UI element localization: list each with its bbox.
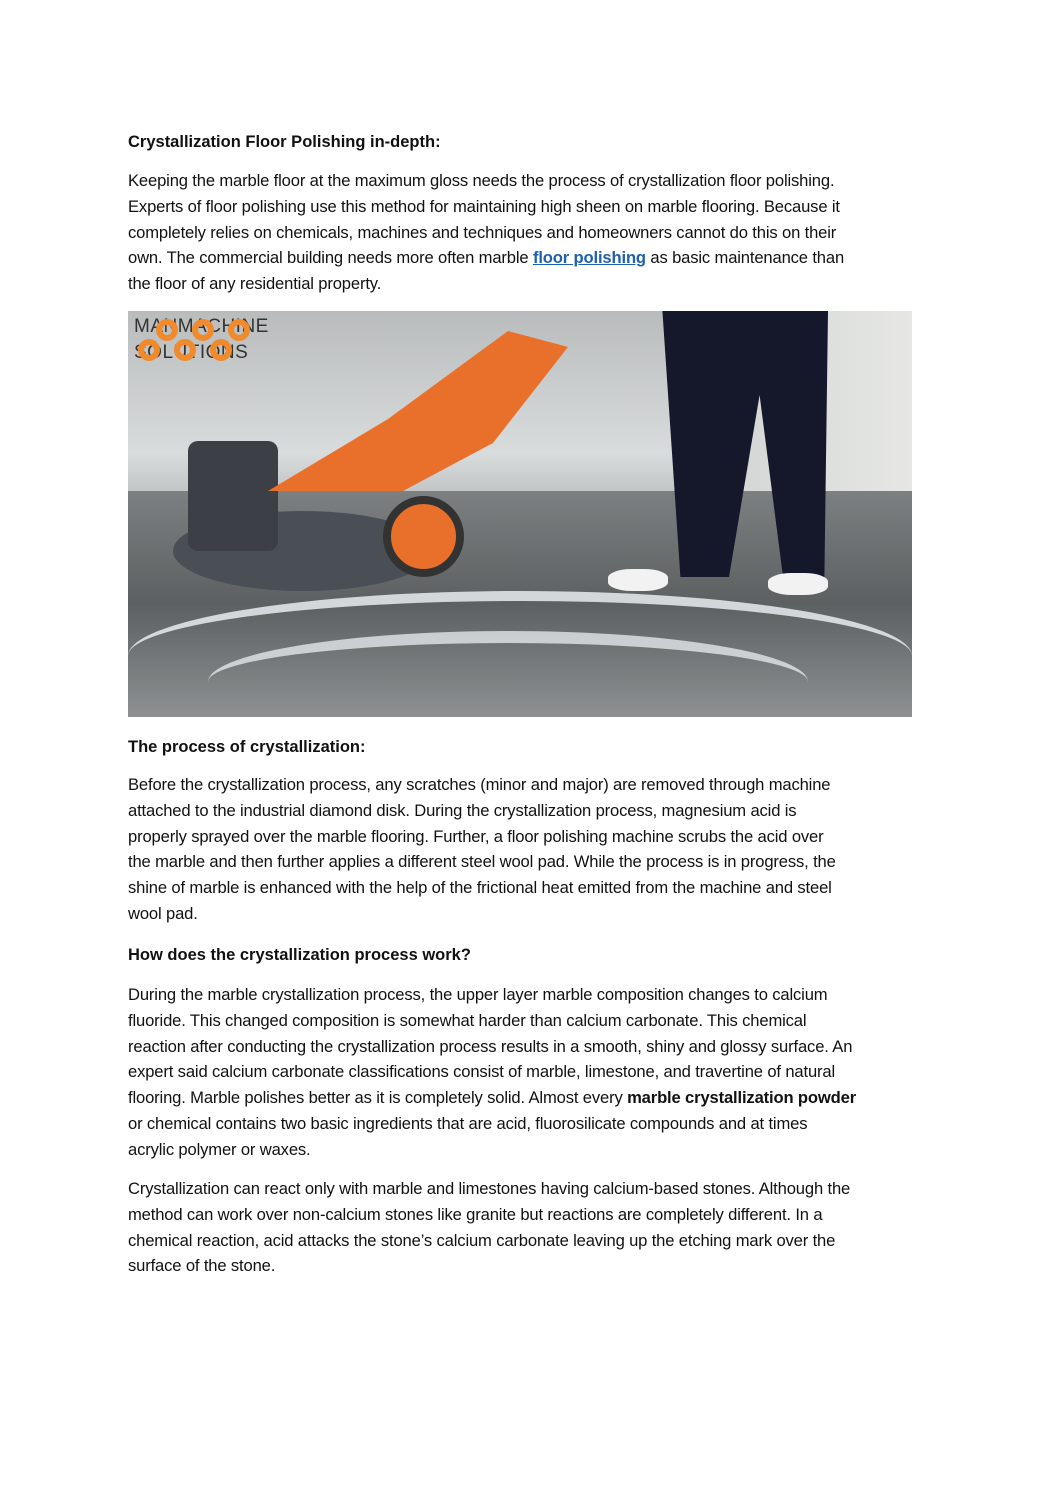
text-line <box>128 798 928 824</box>
bold-keyword: marble crystallization powder <box>627 1088 857 1108</box>
line-text: or chemical contains two basic ingredients that are acid, fluorosilicate compounds and at times <box>128 1113 808 1133</box>
paragraph-intro <box>128 168 928 297</box>
heading-process: The process of crystallization: <box>128 738 366 756</box>
line-text: chemical reaction, acid attacks the stone’s calcium carbonate leaving up the etching mark over the <box>128 1230 836 1250</box>
text-line <box>128 849 928 875</box>
text-line <box>128 168 928 194</box>
text-line <box>128 220 928 246</box>
line-text: Experts of floor polishing use this method for maintaining high sheen on marble flooring. Because it <box>128 196 840 216</box>
line-text: own. The commercial building needs more often marble <box>128 248 533 268</box>
logo-line2: SOLUTIONS <box>134 342 249 363</box>
text-line <box>128 982 928 1008</box>
line-text: the floor of any residential property. <box>128 274 382 294</box>
text-line <box>128 1253 928 1279</box>
text-line <box>128 1176 928 1202</box>
text-line <box>128 824 928 850</box>
text-line <box>128 1228 928 1254</box>
line-text: During the marble crystallization process, the upper layer marble composition changes to calcium <box>128 985 828 1004</box>
text-line <box>128 1034 928 1060</box>
line-text: fluoride. This changed composition is somewhat harder than calcium carbonate. This chemical <box>128 1010 807 1030</box>
text-line <box>128 1008 928 1034</box>
paragraph-calcium-stones <box>128 1176 928 1279</box>
floor-polishing-photo <box>128 311 912 717</box>
text-line <box>128 901 928 927</box>
logo-line1: MANMACHINE <box>134 316 269 337</box>
line-text: Crystallization can react only with marble and limestones having calcium-based stones. Although the <box>128 1179 851 1198</box>
line-text: shine of marble is enhanced with the help of the frictional heat emitted from the machine and steel <box>128 878 832 898</box>
text-line <box>128 1111 928 1137</box>
line-text: Keeping the marble floor at the maximum gloss needs the process of crystallization floor polishing. <box>128 171 835 190</box>
line-text: attached to the industrial diamond disk. During the crystallization process, magnesium acid is <box>128 800 797 820</box>
machine-body <box>268 331 568 491</box>
line-text: surface of the stone. <box>128 1256 276 1276</box>
line-text: completely relies on chemicals, machines and techniques and homeowners cannot do this on their <box>128 222 837 242</box>
line-text: acrylic polymer or waxes. <box>128 1139 311 1159</box>
company-logo <box>134 315 269 365</box>
text-line <box>128 271 928 297</box>
floor-polishing-link[interactable]: floor polishing <box>532 248 646 268</box>
line-text: wool pad. <box>128 903 198 923</box>
text-line <box>128 194 928 220</box>
line-text: as basic maintenance than <box>645 248 845 268</box>
paragraph-process <box>128 772 928 927</box>
line-text: method can work over non-calcium stones like granite but reactions are completely different. In a <box>128 1204 823 1224</box>
chain-logo-icon <box>134 315 254 365</box>
heading-in-depth: Crystallization Floor Polishing in-depth: <box>128 133 441 151</box>
paragraph-how-it-works <box>128 982 928 1163</box>
line-text: properly sprayed over the marble flooring. Further, a floor polishing machine scrubs the acid over <box>128 826 824 846</box>
text-line <box>128 1085 928 1111</box>
text-line <box>128 1202 928 1228</box>
text-line <box>128 875 928 901</box>
line-text: the marble and then further applies a different steel wool pad. While the process is in progress, the <box>128 852 836 872</box>
text-line <box>128 772 928 798</box>
line-text: expert said calcium carbonate classifications consist of marble, limestone, and travertine of natural <box>128 1062 836 1082</box>
text-line <box>128 1059 928 1085</box>
line-text: Before the crystallization process, any scratches (minor and major) are removed through machine <box>128 775 831 794</box>
heading-how-it-works: How does the crystallization process work? <box>128 946 471 964</box>
line-text: flooring. Marble polishes better as it is completely solid. Almost every <box>128 1088 628 1108</box>
text-line <box>128 1137 928 1163</box>
line-text: reaction after conducting the crystallization process results in a smooth, shiny and glossy surface. An <box>128 1036 853 1056</box>
text-line <box>128 245 928 271</box>
